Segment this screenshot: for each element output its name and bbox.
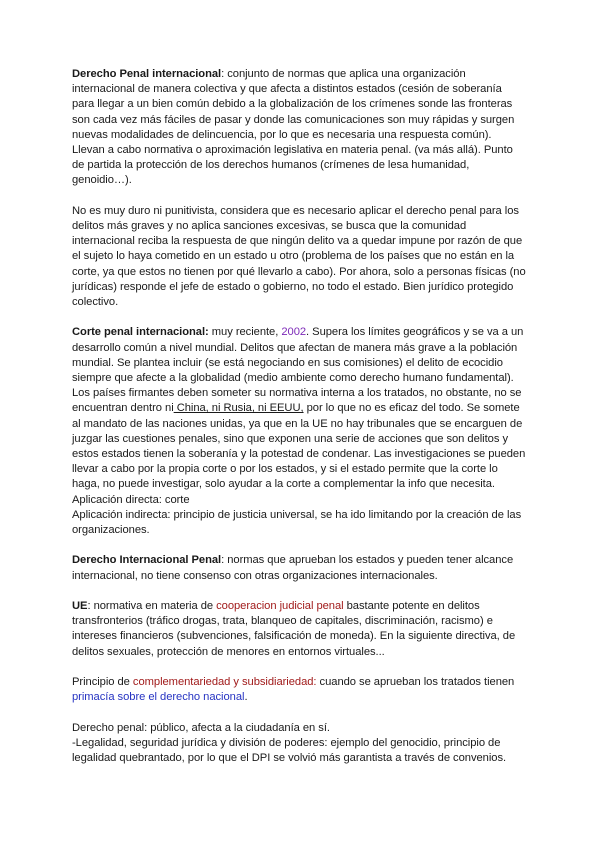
paragraph-ue	[72, 599, 550, 660]
text-line: haga, no puede investigar, solo ayudar a la corte a complementar la info que necesita.	[72, 478, 495, 491]
text-line: internacional, no tiene consenso con otras organizaciones internacionales.	[72, 569, 438, 582]
term-heading: Derecho Internacional Penal	[72, 554, 222, 567]
text-line: Principio de complementariedad y subsidiariedad: cuando se aprueban los tratados tienen	[72, 676, 515, 689]
text-line: genoidio…).	[72, 174, 132, 187]
text-line: desarrollo común a nivel mundial. Delitos que afectan de manera más grave a la población	[72, 341, 518, 354]
text-line: juzgar las cuestiones penales, sino que exponen una serie de acciones que son delitos y	[72, 432, 508, 445]
paragraph-derecho-penal-internacional	[72, 67, 550, 189]
text-line: No es muy duro ni punitivista, considera que es necesario aplicar el derecho penal para los	[72, 204, 519, 217]
highlight-blue: primacía sobre el derecho nacional	[72, 691, 245, 704]
text-line: llevar a cabo por la propia corte o por los estados, y si el estado permite que la corte lo	[72, 463, 498, 476]
text-line: transfronterios (tráfico drogas, trata, blanqueo de capitales, discriminación, racismo) e	[72, 615, 493, 628]
text-line: colectivo.	[72, 296, 119, 309]
text-line: al mandato de las naciones unidas, ya que en la UE no hay tribunales que se encarguen de	[72, 417, 523, 430]
text-line: Derecho Penal internacional: conjunto de normas que aplica una organización	[72, 68, 466, 80]
text-line: Derecho Internacional Penal: normas que aprueban los estados y pueden tener alcance	[72, 554, 514, 567]
text-line: Aplicación directa: corte	[72, 493, 190, 506]
text-line: delitos sexuales, protección de menores en entornos virtuales...	[72, 645, 385, 658]
underlined-countries: China, ni Rusia, ni EEUU,	[173, 402, 304, 415]
text-line: para llegar a un bien común debido a la globalización de los crímenes sonde las fronteras	[72, 98, 513, 111]
text-line: siempre que afecte a la globalidad (medio ambiente como derecho humano fundamental).	[72, 372, 514, 385]
term-heading: Corte penal internacional:	[72, 326, 209, 339]
text-line: Corte penal internacional: muy reciente, 2002. Supera los límites geográficos y se va a un	[72, 326, 524, 339]
text-line: mundial. Se plantea incluir (se está negociando en sus comisiones) el delito de ecocidio	[72, 356, 503, 369]
text-line: de partida la protección de los derechos humanos (crímenes de lesa humanidad,	[72, 159, 470, 172]
text-line: encuentran dentro ni China, ni Rusia, ni EEUU, por lo que no es eficaz del todo. Se somete	[72, 402, 520, 415]
term-heading: Derecho Penal internacional	[72, 68, 222, 80]
text-line: internacional reciba la respuesta de que ningún delito va a quedar impune por razón de que	[72, 235, 523, 248]
text-line: Los países firmantes deben someter su normativa interna a los tratados, no obstante, no se	[72, 387, 522, 400]
text-line: delitos más graves y no aplica sanciones excesivas, se busca que la comunidad	[72, 220, 467, 233]
text-line: intereses financieros (subvenciones, falsificación de moneda). En la siguiente directiva, de	[72, 630, 516, 643]
text-line: estos estados tienen la soberanía y la potestad de condenar. Las investigaciones se pueden	[72, 448, 526, 461]
paragraph-derecho-internacional-penal	[72, 553, 550, 583]
highlight-red: complementariedad y subsidiariedad:	[132, 676, 317, 689]
text-line: -Legalidad, seguridad jurídica y división de poderes: ejemplo del genocidio, principio de	[72, 736, 501, 749]
text-line: jurídicas) responde el jefe de estado o gobierno, no todo el estado. Bien jurídico protegido	[72, 280, 514, 293]
text-line: corte, ya que estos no tienen por qué llevarlo a cabo). Por ahora, solo a personas físicas (no	[72, 265, 526, 278]
text-line: organizaciones.	[72, 524, 150, 537]
highlight-red: cooperacion judicial penal	[216, 600, 344, 613]
text-line: primacía sobre el derecho nacional.	[72, 691, 248, 704]
paragraph-derecho-penal	[72, 721, 550, 767]
text-line: UE: normativa en materia de cooperacion judicial penal bastante potente en delitos	[72, 600, 480, 613]
text-line: Aplicación indirecta: principio de justicia universal, se ha ido limitando por la creación de las	[72, 508, 522, 521]
text-line: Llevan a cabo normativa o aproximación legislativa en materia penal. (va más allá). Punto	[72, 144, 513, 157]
term-heading: UE	[72, 600, 88, 613]
year-highlight: 2002	[281, 326, 307, 339]
text-line: internacional de manera colectiva y que afecta a distintos estados (cesión de soberanía	[72, 83, 502, 96]
paragraph-punitivismo	[72, 204, 550, 310]
text-line: legalidad quebrantado, por lo que el DPI se volvió más garantista a través de convenios.	[72, 752, 507, 765]
text-line: Derecho penal: público, afecta a la ciudadanía en sí.	[72, 721, 330, 734]
paragraph-corte-penal-internacional	[72, 325, 550, 538]
text-line: el sujeto lo haya cometido en un estado u otro (problema de los países que no están en la	[72, 250, 515, 263]
paragraph-principio	[72, 675, 550, 705]
text-line: son cada vez más fáciles de pasar y donde las comunicaciones son muy rápidas y surgen	[72, 113, 515, 126]
text-line: nuevas modalidades de delincuencia, por lo que es necesaria una respuesta común).	[72, 128, 492, 141]
